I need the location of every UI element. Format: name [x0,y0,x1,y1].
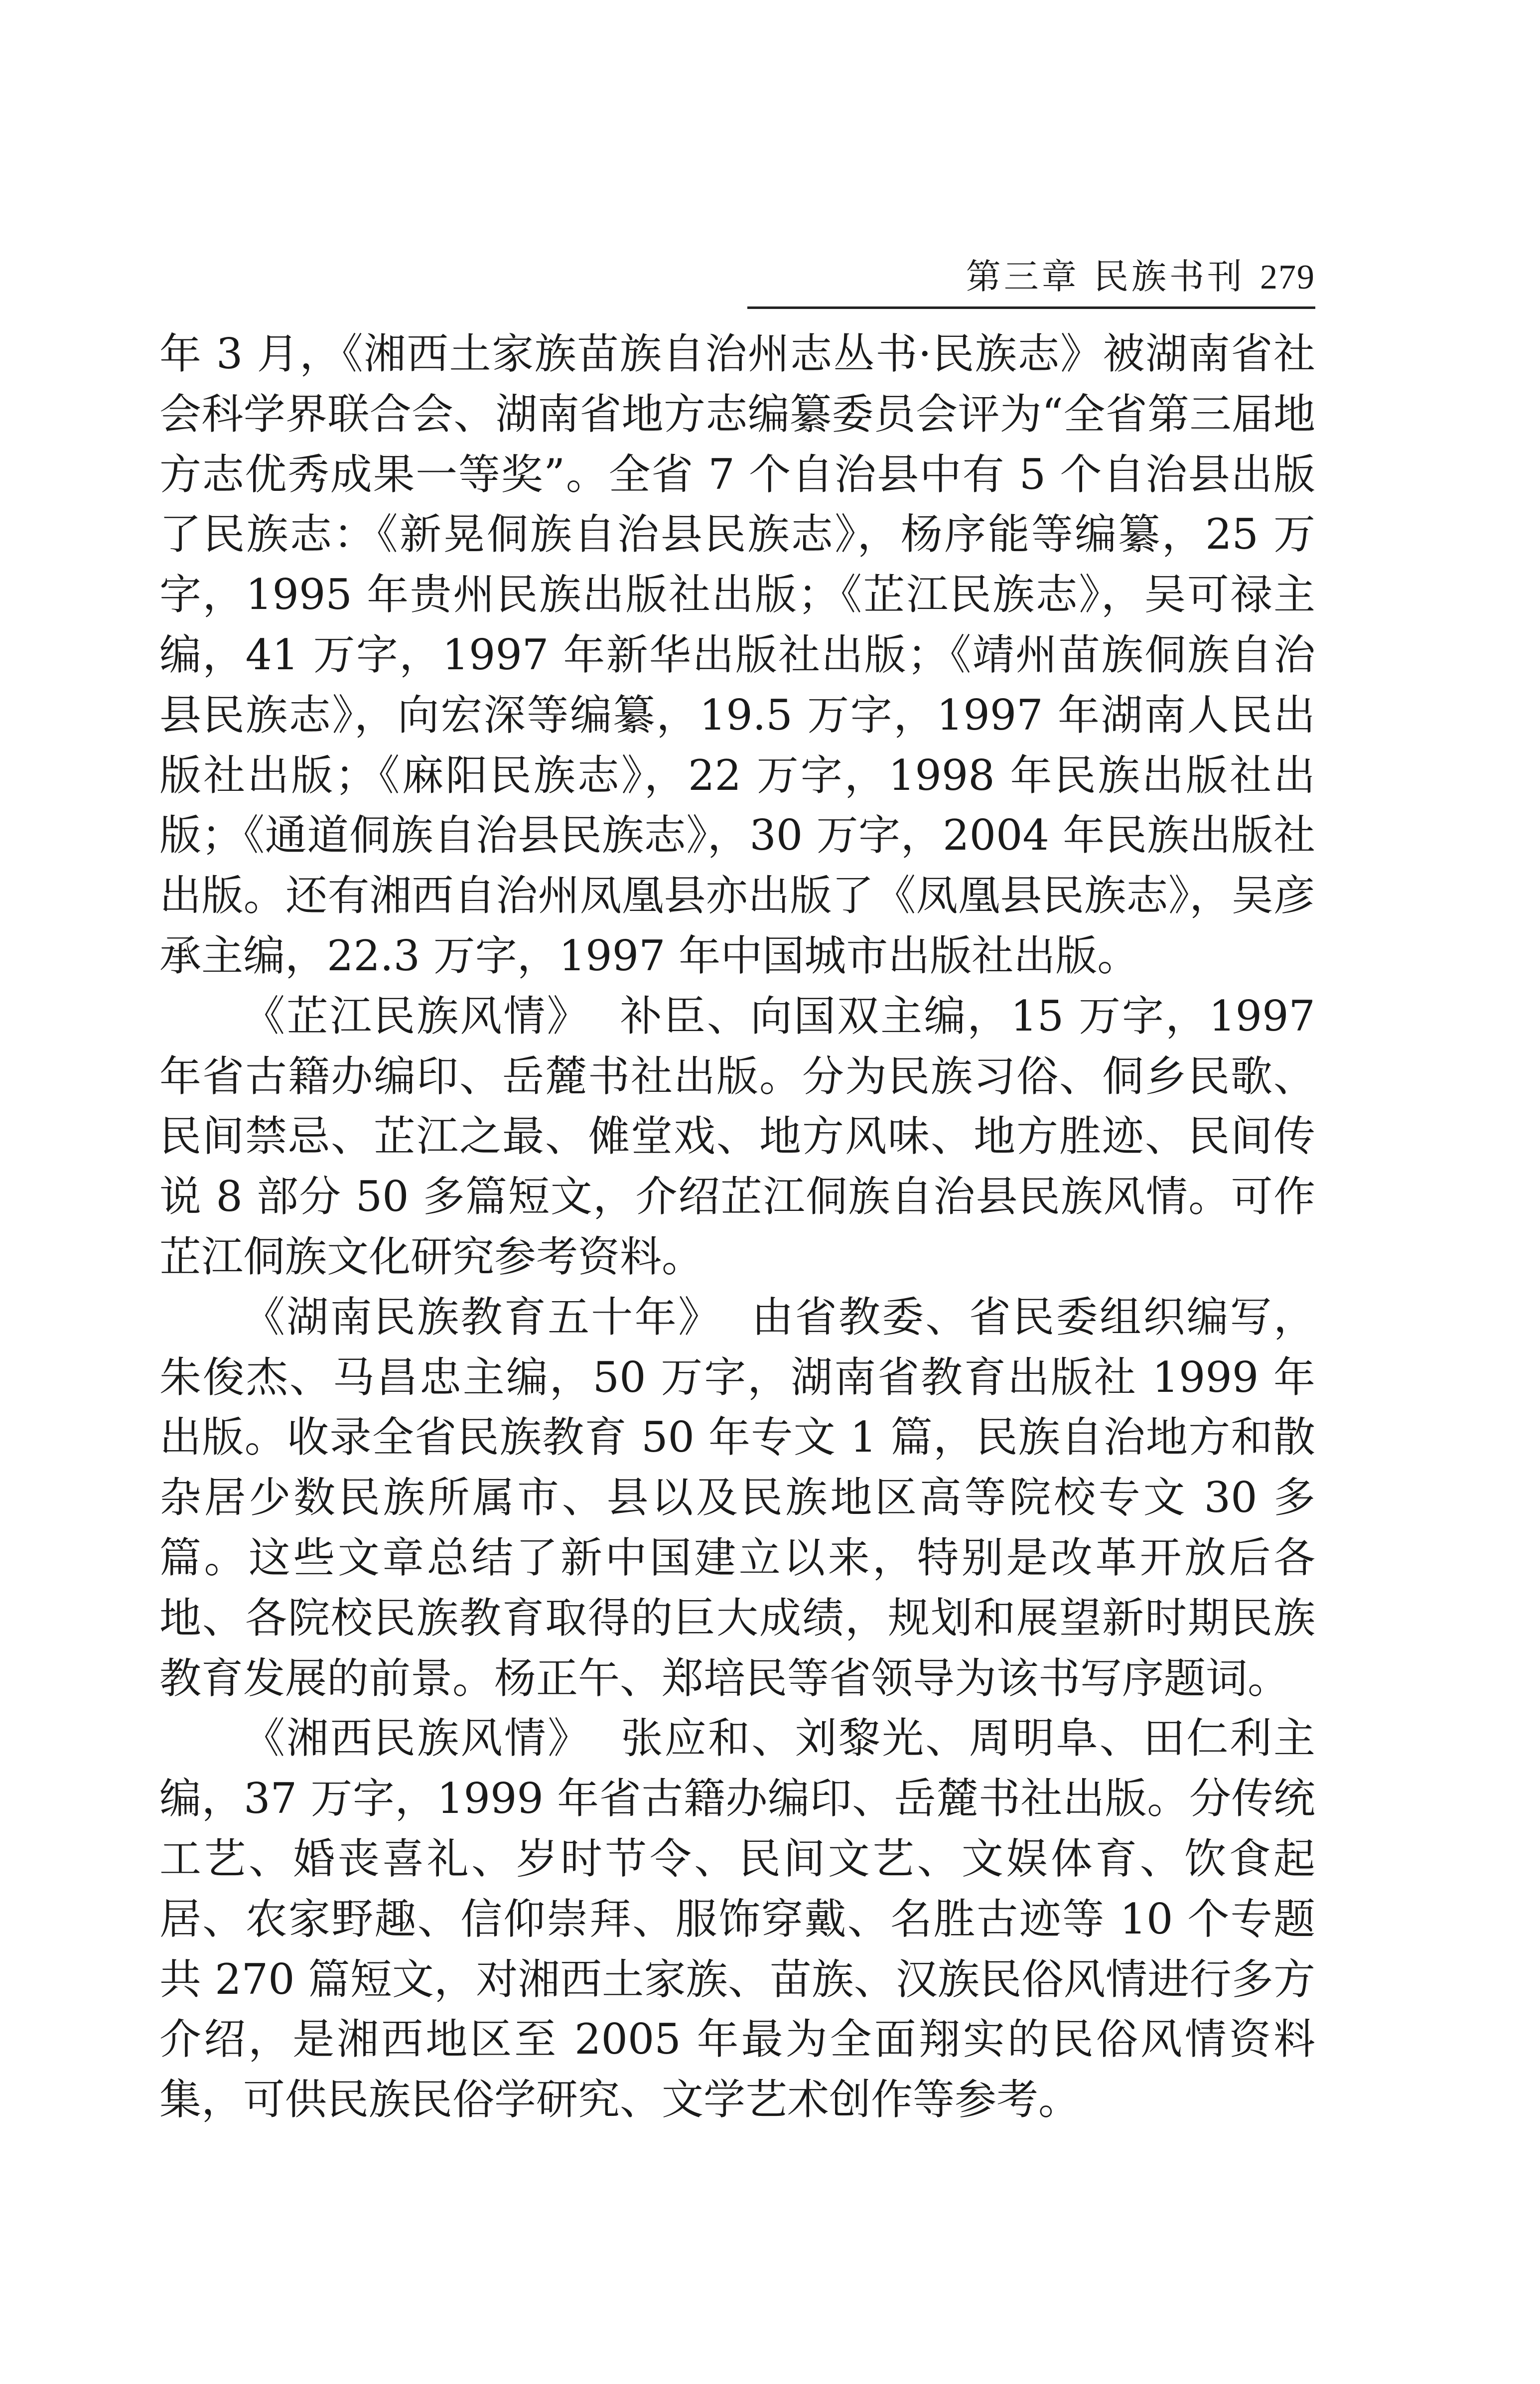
paragraph-text: 补臣、向国双主编，15 万字，1997 年省古籍办编印、岳麓书社出版。分为民族习俗、侗乡民歌、民间禁忌、芷江之最、傩堂戏、地方风味、地方胜迹、民间传说 8 部分 50 多篇短文，介绍芷江侗族自治县民族风情。可作芷江侗族文化研究参考资料。 [159,991,1315,1281]
page-number: 279 [1260,258,1315,297]
paragraph-entry [159,986,1315,1287]
paragraph-continuation [159,324,1315,986]
book-title: 《芷江民族风情》 [243,991,590,1041]
running-head [747,252,1315,309]
book-title: 《湘西民族风情》 [243,1714,591,1763]
book-title: 《湖南民族教育五十年》 [243,1292,722,1341]
paragraph-entry [159,1708,1315,2130]
body-text [159,324,1315,2130]
paragraph-text: 由省教委、省民委组织编写，朱俊杰、马昌忠主编，50 万字，湖南省教育出版社 1999 年出版。收录全省民族教育 50 年专文 1 篇，民族自治地方和散杂居少数民族所属市、县以及民族地区高等院校专文 30 多篇。这些文章总结了新中国建立以来，特别是改革开放后各地、各院校民族教育取得的巨大成绩，规划和展望新时期民族教育发展的前景。杨正午、郑培民等省领导为该书写序题词。 [159,1292,1315,1703]
paragraph-text: 张应和、刘黎光、周明阜、田仁利主编，37 万字，1999 年省古籍办编印、岳麓书社出版。分传统工艺、婚丧喜礼、岁时节令、民间文艺、文娱体育、饮食起居、农家野趣、信仰崇拜、服饰穿戴、名胜古迹等 10 个专题共 270 篇短文，对湘西土家族、苗族、汉族民俗风情进行多方介绍，是湘西地区至 2005 年最为全面翔实的民俗风情资料集，可供民族民俗学研究、文学艺术创作等参考。 [159,1714,1315,2124]
paragraph-text: 年 3 月，《湘西土家族苗族自治州志丛书·民族志》被湖南省社会科学界联合会、湖南省地方志编纂委员会评为“全省第三届地方志优秀成果一等奖”。全省 7 个自治县中有 5 个自治县出版了民族志：《新晃侗族自治县民族志》，杨序能等编纂，25 万字，1995 年贵州民族出版社出版；《芷江民族志》，吴可禄主编，41 万字，1997 年新华出版社出版；《靖州苗族侗族自治县民族志》，向宏深等编纂，19.5 万字，1997 年湖南人民出版社出版；《麻阳民族志》，22 万字，1998 年民族出版社出版；《通道侗族自治县民族志》，30 万字，2004 年民族出版社出版。还有湘西自治州凤凰县亦出版了《凤凰县民族志》，吴彦承主编，22.3 万字，1997 年中国城市出版社出版。 [159,329,1315,980]
chapter-title: 第三章 民族书刊 [966,256,1245,297]
paragraph-entry [159,1287,1315,1709]
